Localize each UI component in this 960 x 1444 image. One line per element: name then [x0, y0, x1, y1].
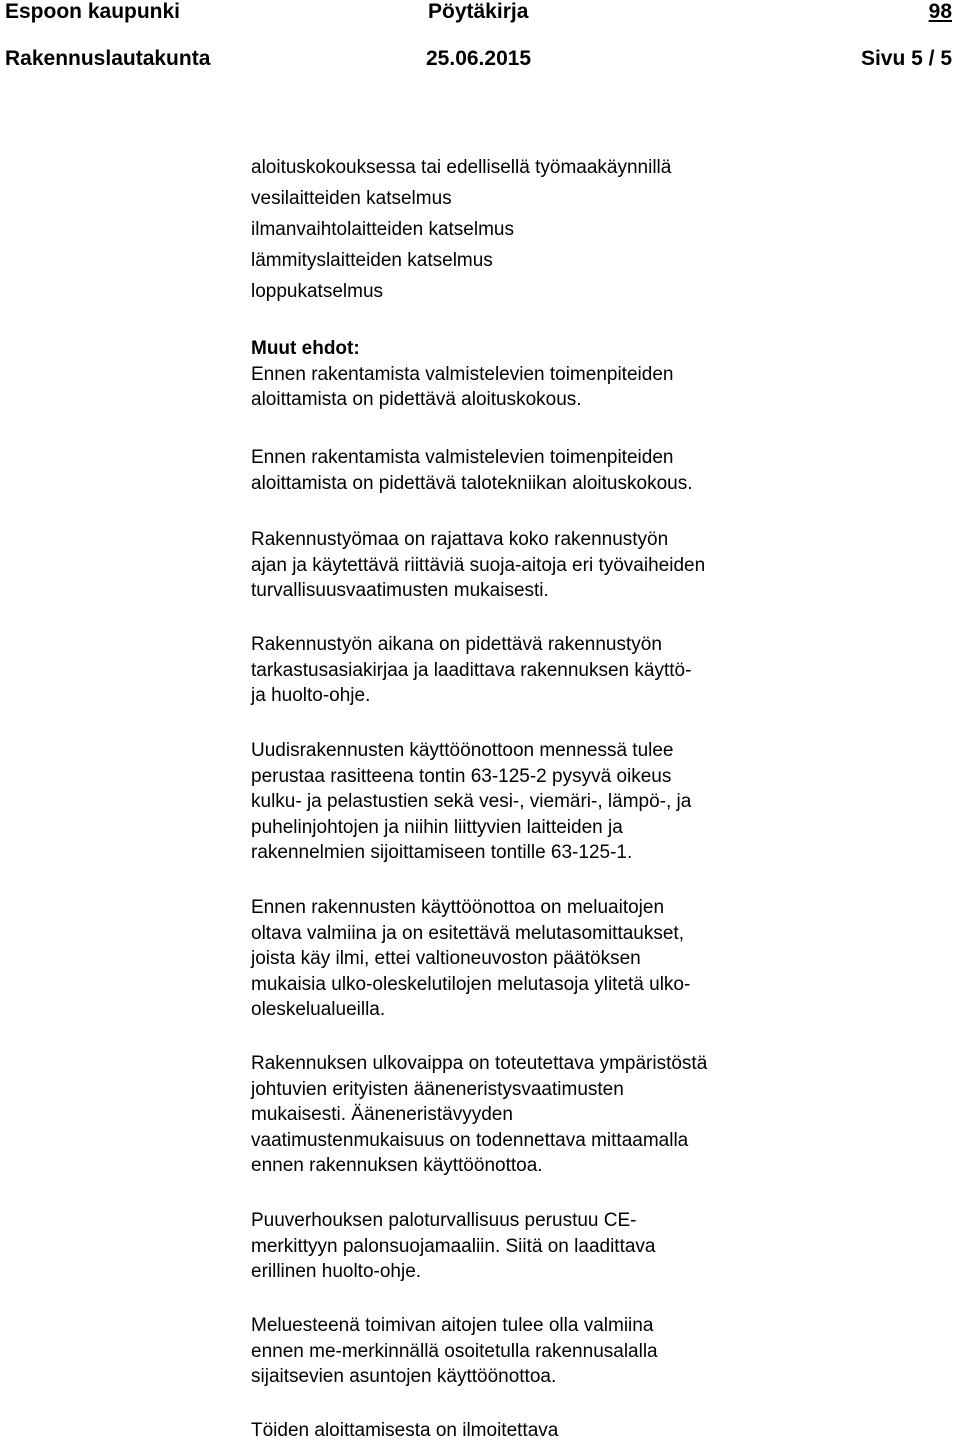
header-section-number: 98 — [928, 0, 952, 23]
paragraph-line: merkittyyn palonsuojamaaliin. Siitä on laadittava — [251, 1235, 656, 1257]
paragraph-line: oleskelualueilla. — [251, 999, 386, 1020]
inspection-item: ilmanvaihtolaitteiden katselmus — [251, 219, 514, 240]
paragraph-line: perustaa rasitteena tontin 63-125-2 pysyvä oikeus — [251, 765, 672, 787]
header-date: 25.06.2015 — [426, 47, 532, 70]
paragraph-line: Rakennustyömaa on rajattava koko rakennustyön — [251, 529, 669, 550]
paragraph-kickoff-hvac — [251, 445, 811, 496]
paragraph-line: johtuvien erityisten ääneneristysvaatimusten — [251, 1078, 624, 1100]
paragraph-line: mukaisesti. Ääneneristävyyden — [251, 1104, 513, 1125]
paragraph-fence-completion — [251, 1313, 811, 1390]
paragraph-line: Meluesteenä toimivan aitojen tulee olla valmiina — [251, 1315, 654, 1336]
paragraph-line: Ennen rakennusten käyttöönottoa on meluaitojen — [251, 897, 665, 918]
paragraph-fire-safety — [251, 1208, 811, 1285]
header-board: Rakennuslautakunta — [5, 47, 211, 70]
paragraph-line: sijaitsevien asuntojen käyttöönottoa. — [251, 1366, 557, 1387]
paragraph-line: puhelinjohtojen ja niihin liittyvien laitteiden ja — [251, 816, 623, 838]
paragraph-easement — [251, 738, 811, 866]
paragraph-line: ja huolto-ohje. — [251, 685, 371, 706]
paragraph-site-fencing — [251, 527, 811, 604]
paragraph-noise-barriers — [251, 895, 811, 1023]
conditions-block — [251, 336, 811, 413]
inspection-item: vesilaitteiden katselmus — [251, 188, 452, 209]
paragraph-line: Rakennustyön aikana on pidettävä rakennustyön — [251, 634, 662, 655]
paragraph-line: joista käy ilmi, ettei valtioneuvoston päätöksen — [251, 948, 641, 969]
paragraph-line: turvallisuusvaatimusten mukaisesti. — [251, 580, 549, 601]
inspection-item: lämmityslaitteiden katselmus — [251, 250, 493, 271]
paragraph-line: Ennen rakentamista valmistelevien toimenpiteiden — [251, 447, 674, 468]
paragraph-line: ajan ja käytettävä riittäviä suoja-aitoja eri työvaiheiden — [251, 554, 706, 576]
paragraph-line: Uudisrakennusten käyttöönottoon mennessä tulee — [251, 740, 674, 761]
paragraph-line: Puuverhouksen paloturvallisuus perustuu CE- — [251, 1210, 637, 1231]
paragraph-line: tarkastusasiakirjaa ja laadittava rakennuksen käyttö- — [251, 659, 692, 681]
header-city: Espoon kaupunki — [5, 0, 181, 23]
paragraph-line: oltava valmiina ja on esitettävä melutasomittaukset, — [251, 922, 684, 944]
paragraph-sound-insulation — [251, 1051, 811, 1179]
paragraph-line: rakennelmien sijoittamiseen tontille 63-125-1. — [251, 842, 633, 863]
paragraph-line: Rakennuksen ulkovaippa on toteutettava ympäristöstä — [251, 1053, 708, 1074]
paragraph-line: ennen me-merkinnällä osoitetulla rakennusalalla — [251, 1340, 658, 1362]
paragraph-line: mukaisia ulko-oleskelutilojen melutasoja ylitetä ulko- — [251, 973, 691, 995]
header-doc-type: Pöytäkirja — [428, 0, 529, 23]
paragraph-line: aloittamista on pidettävä talotekniikan aloituskokous. — [251, 472, 693, 494]
paragraph-line: Ennen rakentamista valmistelevien toimenpiteiden — [251, 363, 674, 385]
inspection-item: loppukatselmus — [251, 281, 384, 302]
paragraph-line: ennen rakennuksen käyttöönottoa. — [251, 1155, 543, 1176]
paragraph-line: vaatimustenmukaisuus on todennettava mittaamalla — [251, 1129, 689, 1151]
inspection-list — [251, 155, 811, 310]
paragraph-inspection-record — [251, 632, 811, 709]
conditions-heading: Muut ehdot: — [251, 338, 360, 359]
paragraph-line: kulku- ja pelastustien sekä vesi-, viemäri-, lämpö-, ja — [251, 791, 692, 812]
paragraph-line: erillinen huolto-ohje. — [251, 1261, 422, 1282]
inspection-item: aloituskokouksessa tai edellisellä työmaakäynnillä — [251, 157, 672, 178]
paragraph-line: aloittamista on pidettävä aloituskokous. — [251, 389, 582, 410]
header-page: Sivu 5 / 5 — [860, 47, 952, 70]
paragraph-line: Töiden aloittamisesta on ilmoitettava — [251, 1420, 559, 1441]
